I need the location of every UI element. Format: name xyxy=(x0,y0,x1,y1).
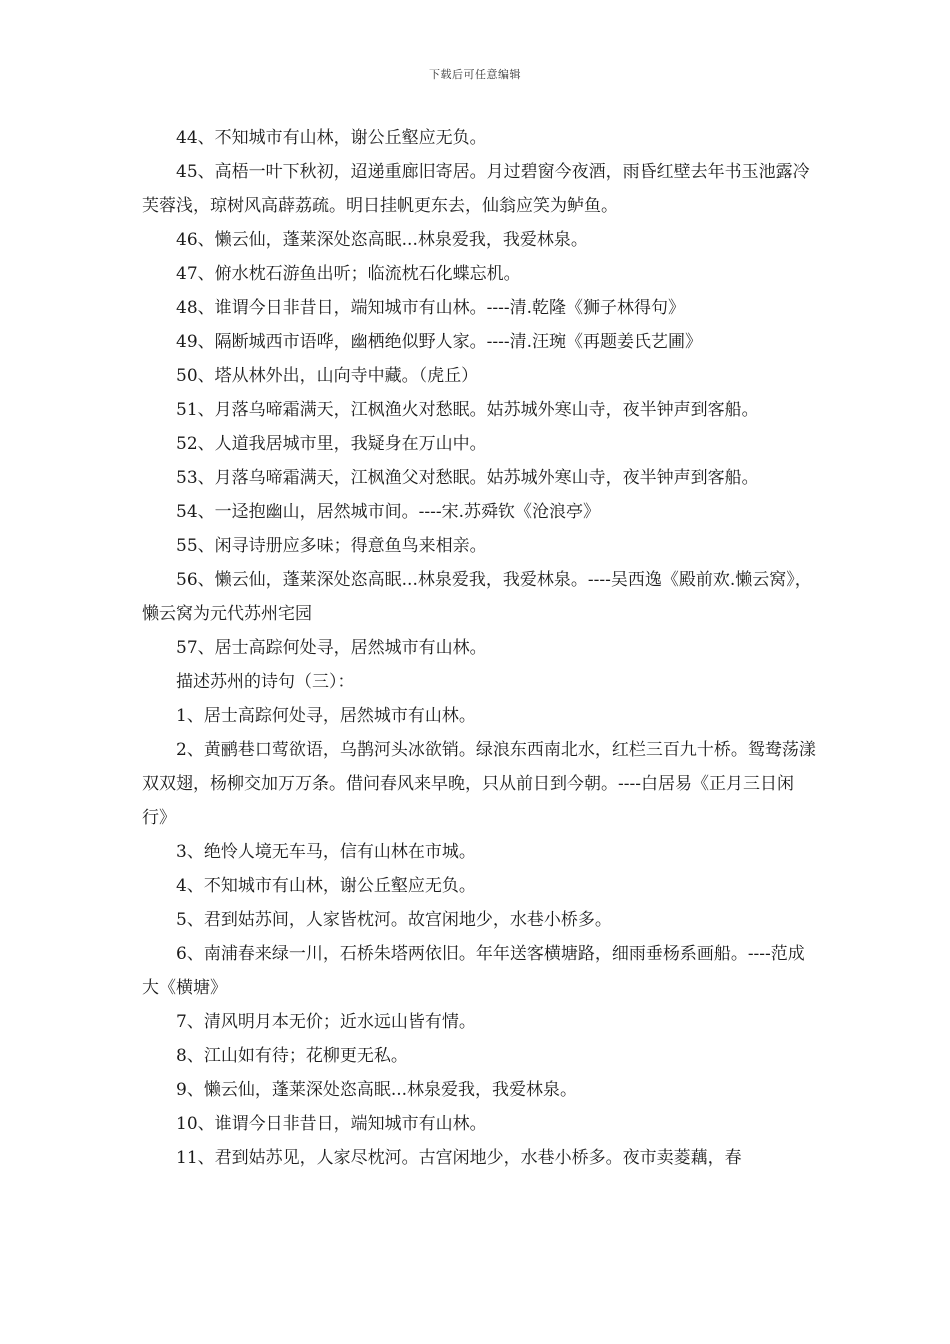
paragraph: 52、人道我居城市里，我疑身在万山中。 xyxy=(176,434,487,454)
paragraph: 8、江山如有待；花柳更无私。 xyxy=(176,1046,408,1066)
paragraph: 45、高梧一叶下秋初，迢递重廊旧寄居。月过碧窗今夜酒，雨昏红壁去年书玉池露冷芙蓉浅，琼树风高薜荔疏。明日挂帆更东去，仙翁应笑为鲈鱼。 xyxy=(142,162,810,216)
paragraph: 7、清风明月本无价；近水远山皆有情。 xyxy=(176,1012,476,1032)
paragraph: 50、塔从林外出，山向寺中藏。（虎丘） xyxy=(176,366,479,386)
paragraph: 10、谁谓今日非昔日，端知城市有山林。 xyxy=(176,1114,487,1134)
paragraph: 57、居士高踪何处寻，居然城市有山林。 xyxy=(176,638,487,658)
paragraph: 51、月落乌啼霜满天，江枫渔火对愁眠。姑苏城外寒山寺，夜半钟声到客船。 xyxy=(176,400,759,420)
paragraph: 9、懒云仙，蓬莱深处恣高眠...林泉爱我，我爱林泉。 xyxy=(176,1080,578,1100)
paragraph: 47、俯水枕石游鱼出听；临流枕石化蝶忘机。 xyxy=(176,264,521,284)
paragraph: 46、懒云仙，蓬莱深处恣高眠...林泉爱我，我爱林泉。 xyxy=(176,230,588,250)
paragraph: 49、隔断城西市语哗，幽栖绝似野人家。----清.汪琬《再题姜氏艺圃》 xyxy=(176,332,703,352)
page-header: 下载后可任意编辑 xyxy=(429,68,521,81)
paragraph: 56、懒云仙，蓬莱深处恣高眠...林泉爱我，我爱林泉。----吴西逸《殿前欢.懒云窝》，懒云窝为元代苏州宅园 xyxy=(142,570,812,624)
paragraph: 5、君到姑苏间，人家皆枕河。故宫闲地少，水巷小桥多。 xyxy=(176,910,612,930)
paragraph: 4、不知城市有山林，谢公丘壑应无负。 xyxy=(176,876,476,896)
paragraph: 1、居士高踪何处寻，居然城市有山林。 xyxy=(176,706,476,726)
paragraph: 48、谁谓今日非昔日，端知城市有山林。----清.乾隆《狮子林得句》 xyxy=(176,298,686,318)
paragraph: 2、黄鹂巷口莺欲语，乌鹊河头冰欲销。绿浪东西南北水，红栏三百九十桥。鸳鸯荡漾双双翅，杨柳交加万万条。借问春风来早晚，只从前日到今朝。----白居易《正月三日闲行》 xyxy=(142,740,816,828)
paragraph: 44、不知城市有山林，谢公丘壑应无负。 xyxy=(176,128,487,148)
section-heading: 描述苏州的诗句（三）： xyxy=(176,672,355,692)
paragraph: 53、月落乌啼霜满天，江枫渔父对愁眠。姑苏城外寒山寺，夜半钟声到客船。 xyxy=(176,468,759,488)
paragraph: 55、闲寻诗册应多味；得意鱼鸟来相亲。 xyxy=(176,536,487,556)
document-body xyxy=(142,121,818,1175)
paragraph: 54、一迳抱幽山，居然城市间。----宋.苏舜钦《沧浪亭》 xyxy=(176,502,601,522)
paragraph: 3、绝怜人境无车马，信有山林在市城。 xyxy=(176,842,476,862)
paragraph: 11、君到姑苏见，人家尽枕河。古宫闲地少，水巷小桥多。夜市卖菱藕，春 xyxy=(176,1148,742,1168)
paragraph: 6、南浦春来绿一川，石桥朱塔两依旧。年年送客横塘路，细雨垂杨系画船。----范成大《横塘》 xyxy=(142,944,805,998)
